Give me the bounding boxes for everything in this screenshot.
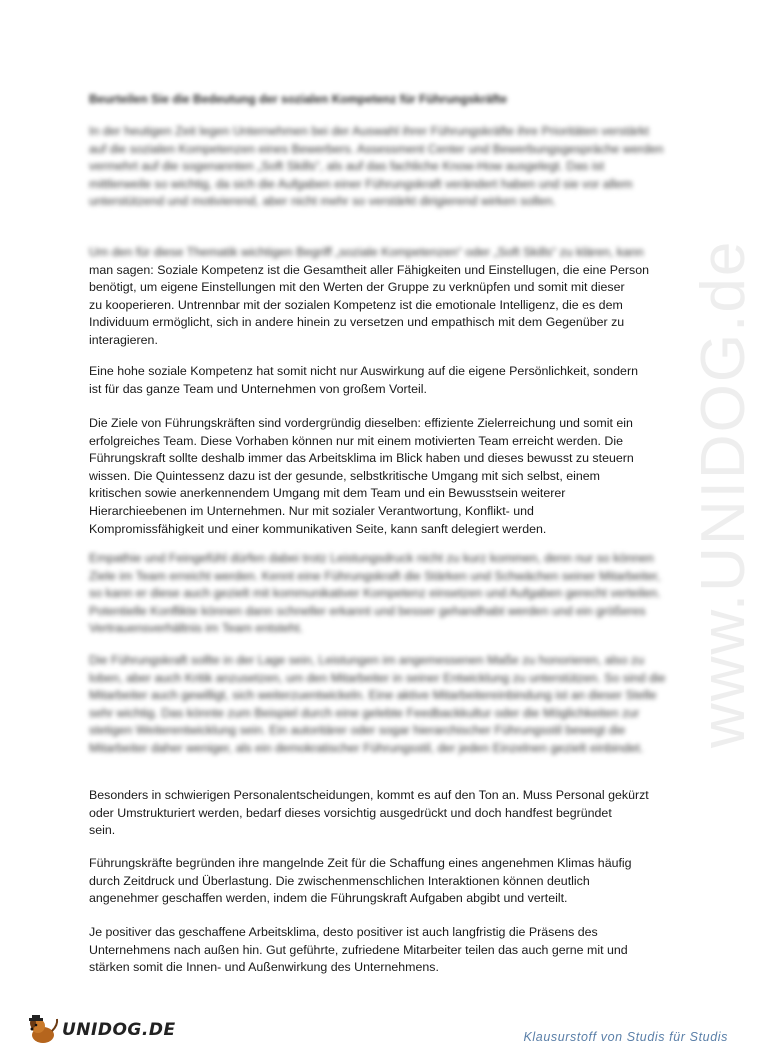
paragraph-7 [89,787,669,840]
paragraph-line: angenehmer geschaffen werden, indem die Führungskraft Aufgaben abgibt und verteilt. [89,891,568,906]
paragraph-line: Eine hohe soziale Kompetenz hat somit nicht nur Auswirkung auf die eigene Persönlichkeit, sondern [89,364,638,378]
paragraph-4 [89,415,669,538]
logo-text: UNIDOG.DE [62,1020,176,1040]
footer-slogan: Klausurstoff von Studis für Studis [523,1030,728,1044]
paragraph-9 [89,924,669,977]
paragraph-line: ist für das ganze Team und Unternehmen von großem Vorteil. [89,381,427,396]
paragraph-line: benötigt, um eigene Einstellungen mit den Werten der Gruppe zu verknüpfen und somit mit dieser [89,280,625,295]
paragraph-3 [89,363,669,398]
paragraph-line: durch Zeitdruck und Überlastung. Die zwischenmenschlichen Interaktionen können deutlich [89,873,590,888]
paragraph-line: Besonders in schwierigen Personalentscheidungen, kommt es auf den Ton an. Muss Personal gekürzt [89,788,649,802]
document-title: Beurteilen Sie die Bedeutung der sozialen Kompetenz für Führungskräfte [89,92,508,106]
paragraph-line: Hierarchieebenen im Unternehmen. Nur mit sozialer Verantwortung, Konflikt- und [89,503,534,518]
paragraph-line: Die Ziele von Führungskräften sind vordergründig dieselben: effiziente Zielerreichung und somit ein [89,416,633,430]
paragraph-2-line-blurred: Um den für diese Thematik wichtigen Begriff „soziale Kompetenzen“ oder „Soft Skills“ zu klären, kann [89,245,644,259]
paragraph-5-blurred: Empathie und Feingefühl dürfen dabei trotz Leistungsdruck nicht zu kurz kommen, denn nur so können Ziele im Team erreicht werden. Kennt eine Führungskraft die Stärken und Schwächen seiner Mitarbeiter, so kann er diese auch gezielt mit kommunikativer Kompetenz einsetzen und Aufgaben gerecht verteilen. Potentielle Konflikte können dann schneller erkannt und besser gehandhabt werden und ein größeres Vertrauensverhältnis im Team entsteht. [89,551,661,636]
paragraph-line: kritischen sowie anerkennendem Umgang mit dem Team und ein Bewusstsein weiterer [89,486,566,501]
paragraph-line: oder Umstrukturiert werden, bedarf dieses vorsichtig ausgedrückt und doch handfest begründet [89,805,612,820]
paragraph-line: wissen. Die Quintessenz dazu ist der gesunde, selbstkritische Umgang mit sich selbst, einem [89,468,600,483]
watermark: www.UNIDOG.de [689,239,758,748]
paragraph-8 [89,855,669,908]
paragraph-6-blurred: Die Führungskraft sollte in der Lage sein, Leistungen im angemessenen Maße zu honorieren, also zu loben, aber auch Kritik anzusetzen, um den Mitarbeiter in seiner Entwicklung zu unterstützen. So sind die Mitarbeiter auch gewilligt, sich weiterzuentwickeln. Eine aktive Mitarbeitereinbindung ist an dieser Stelle sehr wichtig. Das könnte zum Beispiel durch eine gelebte Feedbackkultur oder die Möglichkeiten zur stetigen Weiterentwicklung sein. Ein autoritärer oder sogar hierarchischer Führungsstil bewegt die Mitarbeiter daher weniger, als ein demokratischer Führungsstil, der jeden Einzelnen gezielt einbindet. [89,653,666,755]
paragraph-line: erfolgreiches Team. Diese Vorhaben können nur mit einem motivierten Team erreicht werden. Die [89,433,623,448]
paragraph-line: Führungskräfte begründen ihre mangelnde Zeit für die Schaffung eines angenehmen Klimas häufig [89,856,632,870]
paragraph-line: Führungskraft sollte deshalb immer das Arbeitsklima im Blick haben und dieses bewusst zu steuern [89,451,634,466]
footer-logo[interactable] [26,1012,176,1048]
paragraph-line: Kompromissfähigkeit und einer kommunikativen Seite, kann sanft delegiert werden. [89,521,547,536]
paragraph-line: sein. [89,823,116,838]
paragraph-line: zu kooperieren. Untrennbar mit der sozialen Kompetenz ist die emotionale Intelligenz, die es dem [89,297,623,312]
paragraph-line: interagieren. [89,332,158,347]
paragraph-line: stärken somit die Innen- und Außenwirkung des Unternehmens. [89,960,439,975]
paragraph-1-blurred: In der heutigen Zeit legen Unternehmen bei der Auswahl ihrer Führungskräfte ihre Prioritäten verstärkt auf die sozialen Kompetenzen eines Bewerbers. Assessment Center und Bewerbungsgespräche werden vermehrt auf die sogenannten „Soft Skills“, als auf das fachliche Know-How ausgelegt. Das ist mittlerweile so wichtig, da sich die Aufgaben einer Führungskraft verändert haben und sie vor allem unterstützend und motivierend, aber nicht mehr so verstärkt dirigierend wirken sollen. [89,124,664,209]
paragraph-line: Unternehmens nach außen hin. Gut geführte, zufriedene Mitarbeiter teilen das auch gerne mit und [89,942,628,957]
paragraph-2 [89,244,669,350]
paragraph-line: man sagen: Soziale Kompetenz ist die Gesamtheit aller Fähigkeiten und Einstellugen, die eine Person [89,262,649,277]
paragraph-line: Je positiver das geschaffene Arbeitsklima, desto positiver ist auch langfristig die Präsens des [89,925,598,939]
dog-logo-icon [26,1013,60,1047]
paragraph-line: Individuum ermöglicht, sich in andere hinein zu versetzen und empathisch mit dem Gegenüber zu [89,315,625,330]
